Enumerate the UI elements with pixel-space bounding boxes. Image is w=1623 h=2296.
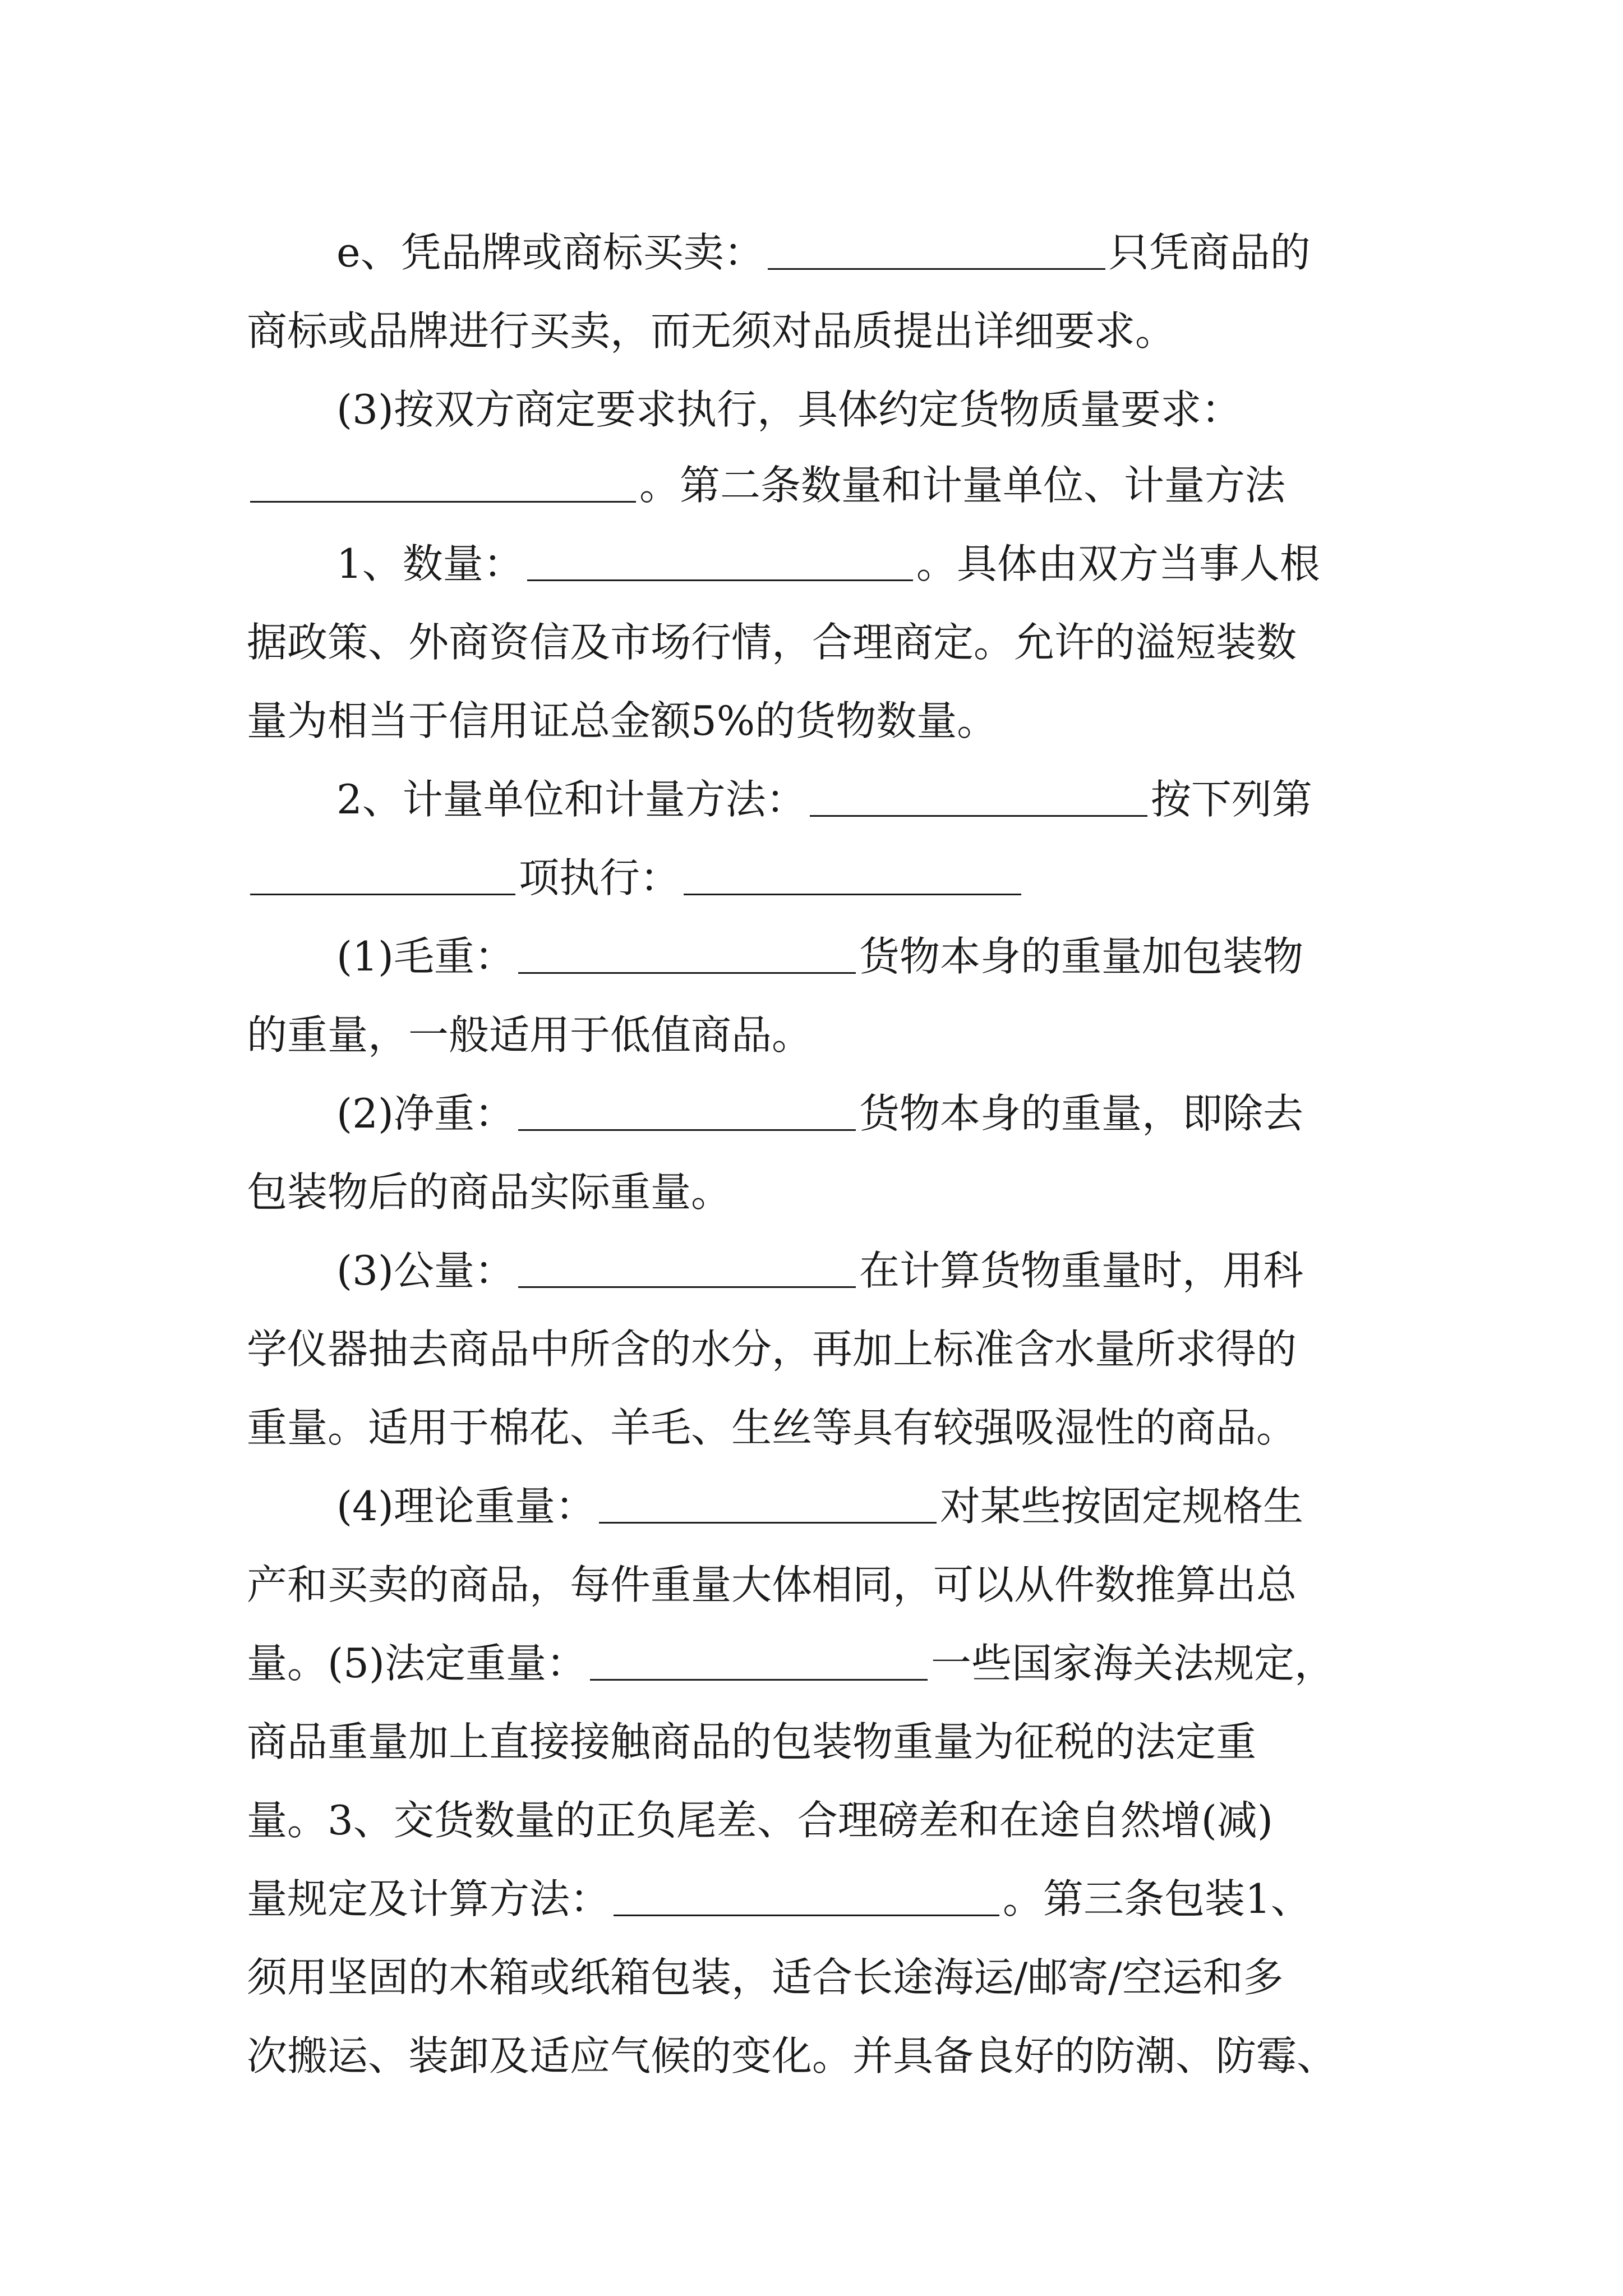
text-line (247, 844, 1025, 912)
fill-in-blank[interactable] (599, 1473, 937, 1524)
text-line (247, 1001, 812, 1069)
text-segment: (3)按双方商定要求执行，具体约定货物质量要求： (336, 386, 1242, 433)
text-segment: 量。(5)法定重量： (247, 1640, 587, 1687)
fill-in-blank[interactable] (768, 219, 1105, 270)
text-segment: 1、数量： (336, 540, 524, 587)
text-line (247, 1708, 1256, 1775)
text-line (336, 1237, 1303, 1304)
fill-in-blank[interactable] (518, 1080, 856, 1131)
text-segment: 包装物后的商品实际重量。 (247, 1168, 732, 1216)
text-segment: 商标或品牌进行买卖，而无须对品质提出详细要求。 (247, 307, 1176, 355)
text-segment: 学仪器抽去商品中所含的水分，再加上标准含水量所求得的 (247, 1326, 1297, 1373)
text-line (247, 297, 1175, 365)
text-segment: 项执行： (519, 854, 681, 901)
text-segment: 量。3、交货数量的正负尾差、合理磅差和在途自然增(减) (247, 1797, 1273, 1844)
text-line (336, 923, 1303, 990)
text-segment: (3)公量： (336, 1247, 515, 1294)
text-segment: (1)毛重： (336, 933, 515, 980)
text-segment: 。第二条数量和计量单位、计量方法 (639, 462, 1286, 509)
fill-in-blank[interactable] (518, 923, 856, 974)
text-line (247, 1944, 1284, 2011)
text-segment: 对某些按固定规格生 (940, 1483, 1304, 1530)
text-line (247, 1787, 1273, 1854)
text-segment: 货物本身的重量，即除去 (859, 1090, 1304, 1137)
text-segment: e、凭品牌或商标买卖： (336, 229, 764, 276)
fill-in-blank[interactable] (684, 844, 1021, 895)
fill-in-blank[interactable] (250, 844, 515, 895)
fill-in-blank[interactable] (810, 766, 1147, 817)
text-segment: 商品重量加上直接接触商品的包装物重量为征税的法定重 (247, 1718, 1257, 1765)
text-line (247, 1551, 1297, 1618)
text-line (336, 530, 1320, 597)
text-segment: 产和买卖的商品，每件重量大体相同，可以从件数推算出总 (247, 1561, 1297, 1608)
text-segment: 在计算货物重量时，用科 (859, 1247, 1304, 1294)
text-line (247, 1394, 1297, 1461)
text-line (247, 2022, 1337, 2090)
fill-in-blank[interactable] (614, 1865, 999, 1916)
text-line (247, 1158, 731, 1226)
text-segment: 量为相当于信用证总金额5%的货物数量。 (247, 697, 998, 744)
text-line (247, 609, 1297, 676)
text-segment: (4)理论重量： (336, 1483, 596, 1530)
text-line (247, 452, 1285, 519)
text-line (336, 376, 1242, 443)
fill-in-blank[interactable] (527, 530, 913, 581)
text-segment: 按下列第 (1150, 776, 1312, 823)
text-line (247, 1630, 1335, 1697)
text-line (336, 766, 1312, 833)
text-line (336, 1473, 1303, 1540)
text-segment: 。第三条包装1、 (1003, 1875, 1311, 1922)
text-segment: 2、计量单位和计量方法： (336, 776, 806, 823)
text-segment: 次搬运、装卸及适应气候的变化。并具备良好的防潮、防霉、 (247, 2032, 1338, 2079)
text-segment: 货物本身的重量加包装物 (859, 933, 1304, 980)
text-line (247, 687, 997, 754)
text-segment: 一些国家海关法规定， (931, 1640, 1335, 1687)
text-segment: 。具体由双方当事人根 (916, 540, 1320, 587)
fill-in-blank[interactable] (518, 1237, 856, 1288)
text-segment: 须用坚固的木箱或纸箱包装，适合长途海运/邮寄/空运和多 (247, 1954, 1284, 2001)
text-segment: 重量。适用于棉花、羊毛、生丝等具有较强吸湿性的商品。 (247, 1404, 1297, 1451)
fill-in-blank[interactable] (590, 1630, 928, 1681)
text-segment: (2)净重： (336, 1090, 515, 1137)
text-line (247, 1315, 1297, 1383)
text-segment: 量规定及计算方法： (247, 1875, 611, 1922)
text-line (336, 1080, 1303, 1147)
text-segment: 据政策、外商资信及市场行情，合理商定。允许的溢短装数 (247, 619, 1297, 666)
text-line (247, 1865, 1311, 1932)
text-segment: 只凭商品的 (1108, 229, 1311, 276)
text-segment: 的重量，一般适用于低值商品。 (247, 1011, 813, 1059)
fill-in-blank[interactable] (250, 452, 636, 503)
text-line (336, 219, 1311, 286)
